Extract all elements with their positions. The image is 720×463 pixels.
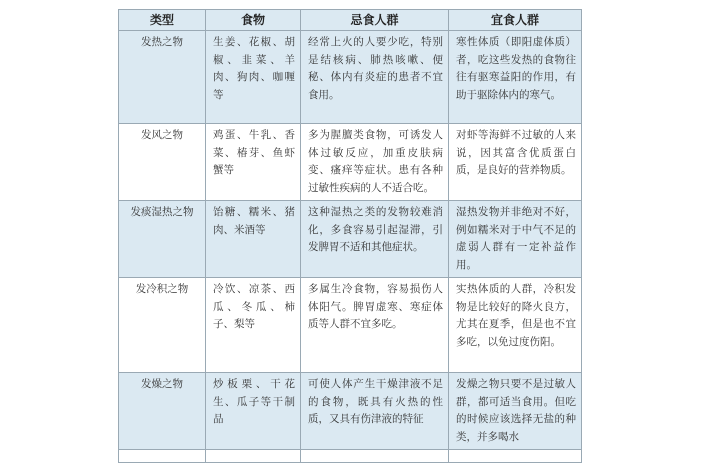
suitable-cell: 湿热发物并非绝对不好，例如糯米对于中气不足的虚弱人群有一定补益作用。 — [449, 201, 582, 278]
foods-cell: 生姜、花椒、胡椒、韭菜、羊肉、狗肉、咖喱等 — [206, 31, 301, 124]
suitable-cell: 发燥之物只要不是过敏人群，都可适当食用。但吃的时候应该选择无盐的种类，并多喝水 — [449, 373, 582, 450]
foods-cell: 炒板栗、干花生、瓜子等干制品 — [206, 373, 301, 450]
table-row — [119, 31, 582, 124]
table-row — [119, 373, 582, 450]
suitable-cell: 寒性体质（即阳虚体质）者，吃这些发热的食物往往有驱寒益阳的作用，有助于驱除体内的寒气。 — [449, 31, 582, 124]
avoid-cell: 这种湿热之类的发物较难消化，多食容易引起湿滞，引发脾胃不适和其他症状。 — [301, 201, 449, 278]
table-row — [119, 201, 582, 278]
foods-cell: 冷饮、凉茶、西瓜、冬瓜、柿子、梨等 — [206, 278, 301, 373]
header-row — [119, 10, 582, 31]
table-row — [119, 278, 582, 373]
header-suitable: 宜食人群 — [449, 10, 582, 31]
empty-cell — [301, 450, 449, 463]
table-row — [119, 124, 582, 201]
avoid-cell: 经常上火的人要少吃，特别是结核病、肺热咳嗽、便秘、体内有炎症的患者不宜食用。 — [301, 31, 449, 124]
suitable-cell: 对虾等海鲜不过敏的人来说，因其富含优质蛋白质，是良好的营养物质。 — [449, 124, 582, 201]
empty-cell — [206, 450, 301, 463]
type-cell: 发痰湿热之物 — [119, 201, 206, 278]
empty-cell — [119, 450, 206, 463]
suitable-cell: 实热体质的人群，冷积发物是比较好的降火良方，尤其在夏季，但是也不宜多吃，以免过度伤阳。 — [449, 278, 582, 373]
food-table — [118, 9, 582, 463]
type-cell: 发冷积之物 — [119, 278, 206, 373]
header-avoid: 忌食人群 — [301, 10, 449, 31]
empty-cell — [449, 450, 582, 463]
type-cell: 发风之物 — [119, 124, 206, 201]
avoid-cell: 多为腥膻类食物，可诱发人体过敏反应，加重皮肤病变、瘙痒等症状。患有各种过敏性疾病的人不适合吃。 — [301, 124, 449, 201]
avoid-cell: 多属生冷食物，容易损伤人体阳气。脾胃虚寒、寒症体质等人群不宜多吃。 — [301, 278, 449, 373]
header-type: 类型 — [119, 10, 206, 31]
avoid-cell: 可使人体产生干燥津液不足的食物，既具有火热的性质，又具有伤津液的特征 — [301, 373, 449, 450]
type-cell: 发热之物 — [119, 31, 206, 124]
table-row-cutoff — [119, 450, 582, 463]
header-foods: 食物 — [206, 10, 301, 31]
foods-cell: 饴糖、糯米、猪肉、米酒等 — [206, 201, 301, 278]
type-cell: 发燥之物 — [119, 373, 206, 450]
foods-cell: 鸡蛋、牛乳、香菜、椿芽、鱼虾蟹等 — [206, 124, 301, 201]
